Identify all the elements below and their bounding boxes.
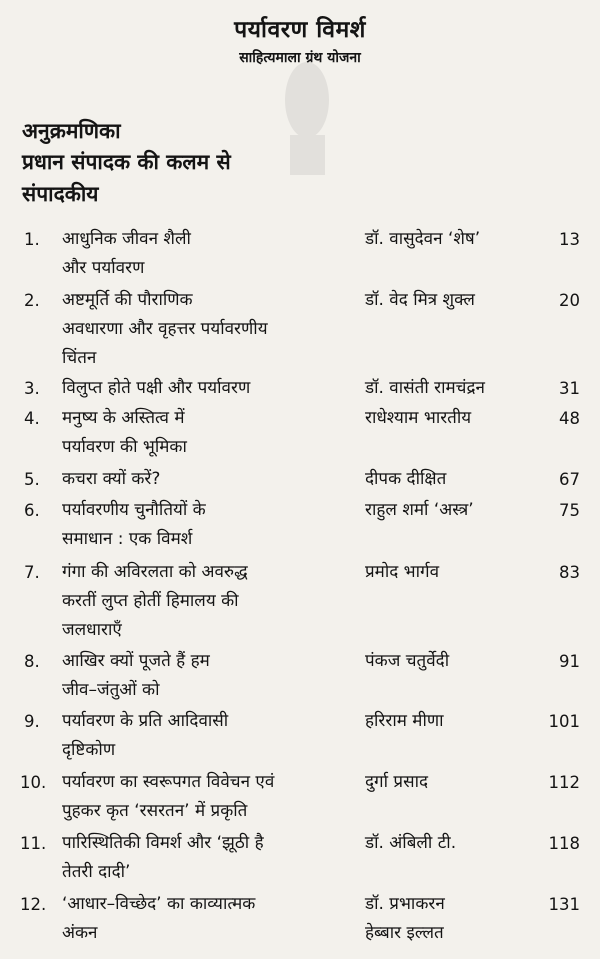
entry-number: 12. [20, 895, 47, 914]
front-matter-item: प्रधान संपादक की कलम से [22, 150, 231, 174]
entry-title: अष्टमूर्ति की पौराणिक अवधारणा और वृहत्तर पर्यावरणीय चिंतन [62, 290, 268, 368]
entry-page-number: 83 [559, 563, 580, 582]
entry-page-number: 91 [559, 652, 580, 671]
front-matter-item: संपादकीय [22, 182, 99, 206]
entry-title: आधुनिक जीवन शैली और पर्यावरण [62, 229, 191, 278]
entry-page-number: 67 [559, 470, 580, 489]
book-series: साहित्यमाला ग्रंथ योजना [239, 50, 361, 66]
entry-title: पर्यावरण के प्रति आदिवासी दृष्टिकोण [62, 711, 229, 760]
entry-author: डॉ. वासुदेवन ‘शेष’ [365, 229, 481, 249]
entry-page-number: 48 [559, 409, 580, 428]
entry-number: 4. [24, 409, 40, 428]
entry-author: राधेश्याम भारतीय [365, 408, 472, 428]
entry-number: 8. [24, 652, 40, 671]
entry-page-number: 20 [559, 291, 580, 310]
entry-author: पंकज चतुर्वेदी [365, 651, 450, 671]
entry-number: 1. [24, 230, 40, 249]
national-emblem-watermark-icon [280, 55, 335, 180]
entry-author: दुर्गा प्रसाद [365, 772, 428, 792]
entry-number: 3. [24, 379, 40, 398]
entry-number: 7. [24, 563, 40, 582]
entry-title: आखिर क्यों पूजते हैं हम जीव–जंतुओं को [62, 651, 210, 700]
entry-page-number: 118 [548, 834, 580, 853]
entry-title: कचरा क्यों करें? [62, 469, 161, 489]
entry-author: दीपक दीक्षित [365, 469, 447, 489]
entry-number: 6. [24, 501, 40, 520]
entry-page-number: 31 [559, 379, 580, 398]
entry-author: राहुल शर्मा ‘अस्त्र’ [365, 500, 474, 520]
entry-author: हरिराम मीणा [365, 711, 444, 731]
entry-title: गंगा की अविरलता को अवरुद्ध करतीं लुप्त होतीं हिमालय की जलधाराएँ [62, 562, 248, 640]
entry-author: डॉ. वासंती रामचंद्रन [365, 378, 485, 398]
entry-page-number: 112 [548, 773, 580, 792]
entry-page-number: 101 [548, 712, 580, 731]
entry-author: डॉ. अंबिली टी. [365, 833, 457, 853]
entry-title: विलुप्त होते पक्षी और पर्यावरण [62, 378, 251, 398]
entry-author: प्रमोद भार्गव [365, 562, 440, 582]
entry-title: मनुष्य के अस्तित्व में पर्यावरण की भूमिका [62, 408, 187, 457]
entry-page-number: 75 [559, 501, 580, 520]
entry-page-number: 131 [548, 895, 580, 914]
entry-title: पर्यावरणीय चुनौतियों के समाधान : एक विमर्श [62, 500, 206, 549]
entry-author: डॉ. प्रभाकरन हेब्बार इल्लत [365, 894, 445, 943]
entry-title: पारिस्थितिकी विमर्श और ‘झूठी है तेतरी दादी’ [62, 833, 264, 882]
book-title: पर्यावरण विमर्श [234, 17, 366, 43]
entry-number: 9. [24, 712, 40, 731]
entry-number: 11. [20, 834, 47, 853]
entry-page-number: 13 [559, 230, 580, 249]
entry-author: डॉ. वेद मित्र शुक्ल [365, 290, 475, 310]
entry-number: 5. [24, 470, 40, 489]
entry-title: ‘आधार–विच्छेद’ का काव्यात्मक अंकन [62, 894, 256, 943]
contents-heading: अनुक्रमणिका [22, 119, 121, 143]
entry-title: पर्यावरण का स्वरूपगत विवेचन एवं पुहकर कृत ‘रसरतन’ में प्रकृति [62, 772, 275, 821]
entry-number: 10. [20, 773, 47, 792]
entry-number: 2. [24, 291, 40, 310]
